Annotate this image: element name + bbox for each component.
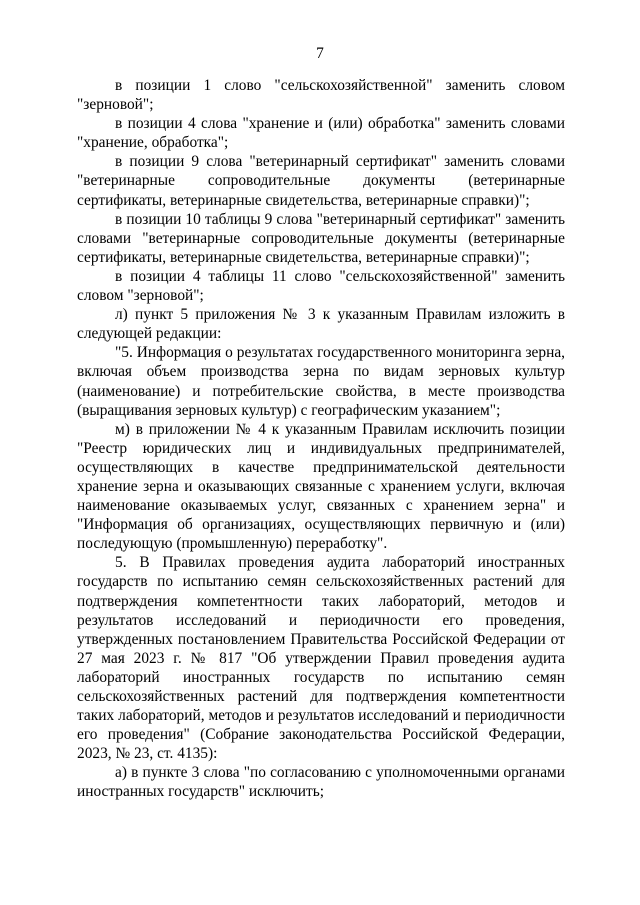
- paragraph-position-9: в позиции 9 слова "ветеринарный сертификат" заменить словами "ветеринарные сопроводительные документы (ветеринарные сертификаты, ветеринарные свидетельства, ветеринарные справки)";: [77, 153, 565, 209]
- paragraph-item-m: м) в приложении № 4 к указанным Правилам исключить позиции "Реестр юридических лиц и индивидуальных предпринимателей, осуществляющих в качестве предпринимательской деятельности хранение зерна и оказывающих связанные с хранением услуги, включая наименование оказываемых услуг, связанных с хранением зерна" и "Информация об организациях, осуществляющих первичную и (или) последующую (промышленную) переработку".: [77, 420, 565, 553]
- paragraph-table-11: в позиции 4 таблицы 11 слово "сельскохозяйственной" заменить словом "зерновой";: [77, 267, 565, 305]
- paragraph-position-4: в позиции 4 слова "хранение и (или) обработка" заменить словами "хранение, обработка";: [77, 115, 565, 152]
- paragraph-position-1: в позиции 1 слово "сельскохозяйственной" заменить словом "зерновой";: [77, 77, 565, 114]
- page-number: 7: [316, 45, 324, 62]
- paragraph-table-9: в позиции 10 таблицы 9 слова "ветеринарный сертификат" заменить словами "ветеринарные сопроводительные документы (ветеринарные сертификаты, ветеринарные свидетельства, ветеринарные справки)";: [77, 210, 565, 266]
- paragraph-item-a: а) в пункте 3 слова "по согласованию с уполномоченными органами иностранных государств" исключить;: [77, 764, 565, 801]
- paragraph-quote-5: "5. Информация о результатах государственного мониторинга зерна, включая объем производства зерна по видам зерновых культур (наименование) и потребительские свойства, в месте производства (выращивания зерновых культур) с географическим указанием";: [77, 344, 565, 419]
- paragraph-section-5: 5. В Правилах проведения аудита лабораторий иностранных государств по испытанию семян сельскохозяйственных растений для подтверждения компетентности таких лабораторий, методов и результатов исследований и периодичности его проведения, утвержденных постановлением Правительства Российской Федерации от 27 мая 2023 г. № 817 "Об утверждении Правил проведения аудита лабораторий иностранных государств по испытанию семян сельскохозяйственных растений для подтверждения компетентности таких лабораторий, методов и результатов исследований и периодичности его проведения" (Собрание законодательства Российской Федерации, 2023, № 23, ст. 4135):: [77, 554, 565, 763]
- document-body: [77, 76, 565, 802]
- paragraph-item-l: л) пункт 5 приложения № 3 к указанным Правилам изложить в следующей редакции:: [77, 306, 565, 343]
